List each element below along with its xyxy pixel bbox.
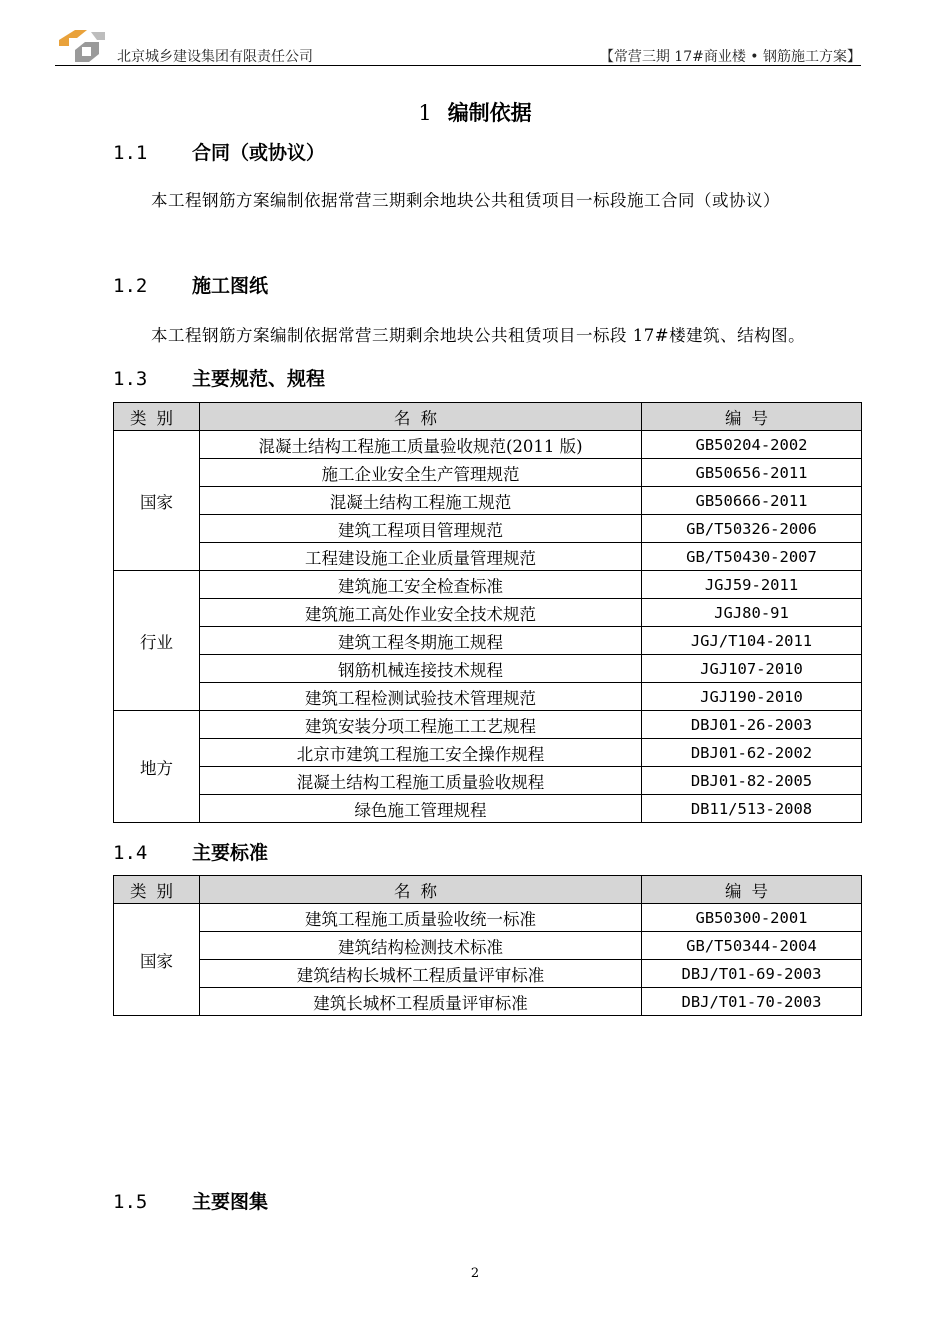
- name-cell: 工程建设施工企业质量管理规范: [200, 543, 642, 571]
- table-row: [114, 543, 862, 571]
- section-heading-drawings: [113, 271, 268, 298]
- code-cell: GB/T50430-2007: [642, 543, 862, 571]
- category-cell: 行业: [114, 571, 200, 711]
- category-cell: 国家: [114, 431, 200, 571]
- table-row: [114, 627, 862, 655]
- paragraph-drawings: 本工程钢筋方案编制依据常营三期剩余地块公共租赁项目一标段 17#楼建筑、结构图。: [151, 326, 806, 345]
- section-number: 1.2: [113, 275, 148, 297]
- code-cell: DB11/513-2008: [642, 795, 862, 823]
- name-cell: 建筑施工高处作业安全技术规范: [200, 599, 642, 627]
- code-cell: JGJ/T104-2011: [642, 627, 862, 655]
- table-row: [114, 739, 862, 767]
- code-cell: DBJ/T01-70-2003: [642, 988, 862, 1016]
- code-cell: JGJ80-91: [642, 599, 862, 627]
- section-title: 主要标准: [192, 842, 269, 864]
- codes-table: [113, 402, 862, 823]
- table-row: [114, 655, 862, 683]
- name-cell: 绿色施工管理规程: [200, 795, 642, 823]
- table-row: [114, 932, 862, 960]
- header-category: 类别: [114, 403, 200, 431]
- table-header-row: [114, 876, 862, 904]
- name-cell: 建筑安装分项工程施工工艺规程: [200, 711, 642, 739]
- table-row: [114, 988, 862, 1016]
- section-heading-atlases: [113, 1187, 268, 1214]
- name-cell: 混凝土结构工程施工质量验收规程: [200, 767, 642, 795]
- chapter-heading: [0, 97, 950, 127]
- category-cell: 地方: [114, 711, 200, 823]
- name-cell: 施工企业安全生产管理规范: [200, 459, 642, 487]
- chapter-title: 编制依据: [447, 101, 532, 125]
- table-row: [114, 459, 862, 487]
- name-cell: 北京市建筑工程施工安全操作规程: [200, 739, 642, 767]
- table-row: [114, 767, 862, 795]
- standards-table: [113, 875, 862, 1016]
- table-row: [114, 515, 862, 543]
- header-name: 名称: [200, 876, 642, 904]
- table-row: [114, 795, 862, 823]
- table-row: [114, 904, 862, 932]
- section-heading-codes: [113, 364, 325, 391]
- table-row: [114, 487, 862, 515]
- document-title: 【常营三期 17#商业楼 • 钢筋施工方案】: [599, 49, 861, 65]
- page-number: 2: [470, 1266, 480, 1281]
- name-cell: 钢筋机械连接技术规程: [200, 655, 642, 683]
- code-cell: GB/T50326-2006: [642, 515, 862, 543]
- table-row: [114, 571, 862, 599]
- header-name: 名称: [200, 403, 642, 431]
- table-row: [114, 683, 862, 711]
- section-number: 1.5: [113, 1191, 148, 1213]
- header-code: 编号: [642, 876, 862, 904]
- table-row: [114, 960, 862, 988]
- name-cell: 建筑施工安全检查标准: [200, 571, 642, 599]
- table-header-row: [114, 403, 862, 431]
- table-row: [114, 599, 862, 627]
- table-row: [114, 431, 862, 459]
- header-code: 编号: [642, 403, 862, 431]
- page-header: [55, 24, 861, 68]
- company-name: 北京城乡建设集团有限责任公司: [117, 49, 313, 65]
- code-cell: JGJ190-2010: [642, 683, 862, 711]
- paragraph-contract: 本工程钢筋方案编制依据常营三期剩余地块公共租赁项目一标段施工合同（或协议）: [151, 191, 780, 210]
- section-heading-standards: [113, 838, 268, 865]
- name-cell: 建筑工程冬期施工规程: [200, 627, 642, 655]
- name-cell: 建筑工程检测试验技术管理规范: [200, 683, 642, 711]
- name-cell: 混凝土结构工程施工规范: [200, 487, 642, 515]
- name-cell: 建筑结构检测技术标准: [200, 932, 642, 960]
- header-divider: [55, 65, 861, 66]
- code-cell: GB50666-2011: [642, 487, 862, 515]
- name-cell: 混凝土结构工程施工质量验收规范(2011 版): [200, 431, 642, 459]
- code-cell: DBJ01-82-2005: [642, 767, 862, 795]
- chapter-number: 1: [418, 101, 432, 125]
- code-cell: JGJ59-2011: [642, 571, 862, 599]
- code-cell: GB50656-2011: [642, 459, 862, 487]
- name-cell: 建筑长城杯工程质量评审标准: [200, 988, 642, 1016]
- section-title: 合同（或协议）: [192, 142, 326, 164]
- section-title: 施工图纸: [192, 275, 269, 297]
- section-number: 1.3: [113, 368, 148, 390]
- code-cell: DBJ01-26-2003: [642, 711, 862, 739]
- company-logo-icon: [55, 26, 111, 66]
- section-title: 主要规范、规程: [192, 368, 326, 390]
- name-cell: 建筑工程施工质量验收统一标准: [200, 904, 642, 932]
- code-cell: GB50300-2001: [642, 904, 862, 932]
- section-title: 主要图集: [192, 1191, 269, 1213]
- code-cell: GB/T50344-2004: [642, 932, 862, 960]
- section-number: 1.1: [113, 142, 148, 164]
- name-cell: 建筑结构长城杯工程质量评审标准: [200, 960, 642, 988]
- code-cell: GB50204-2002: [642, 431, 862, 459]
- header-category: 类别: [114, 876, 200, 904]
- code-cell: DBJ/T01-69-2003: [642, 960, 862, 988]
- name-cell: 建筑工程项目管理规范: [200, 515, 642, 543]
- section-number: 1.4: [113, 842, 148, 864]
- code-cell: DBJ01-62-2002: [642, 739, 862, 767]
- table-row: [114, 711, 862, 739]
- category-cell: 国家: [114, 904, 200, 1016]
- code-cell: JGJ107-2010: [642, 655, 862, 683]
- section-heading-contract: [113, 138, 325, 165]
